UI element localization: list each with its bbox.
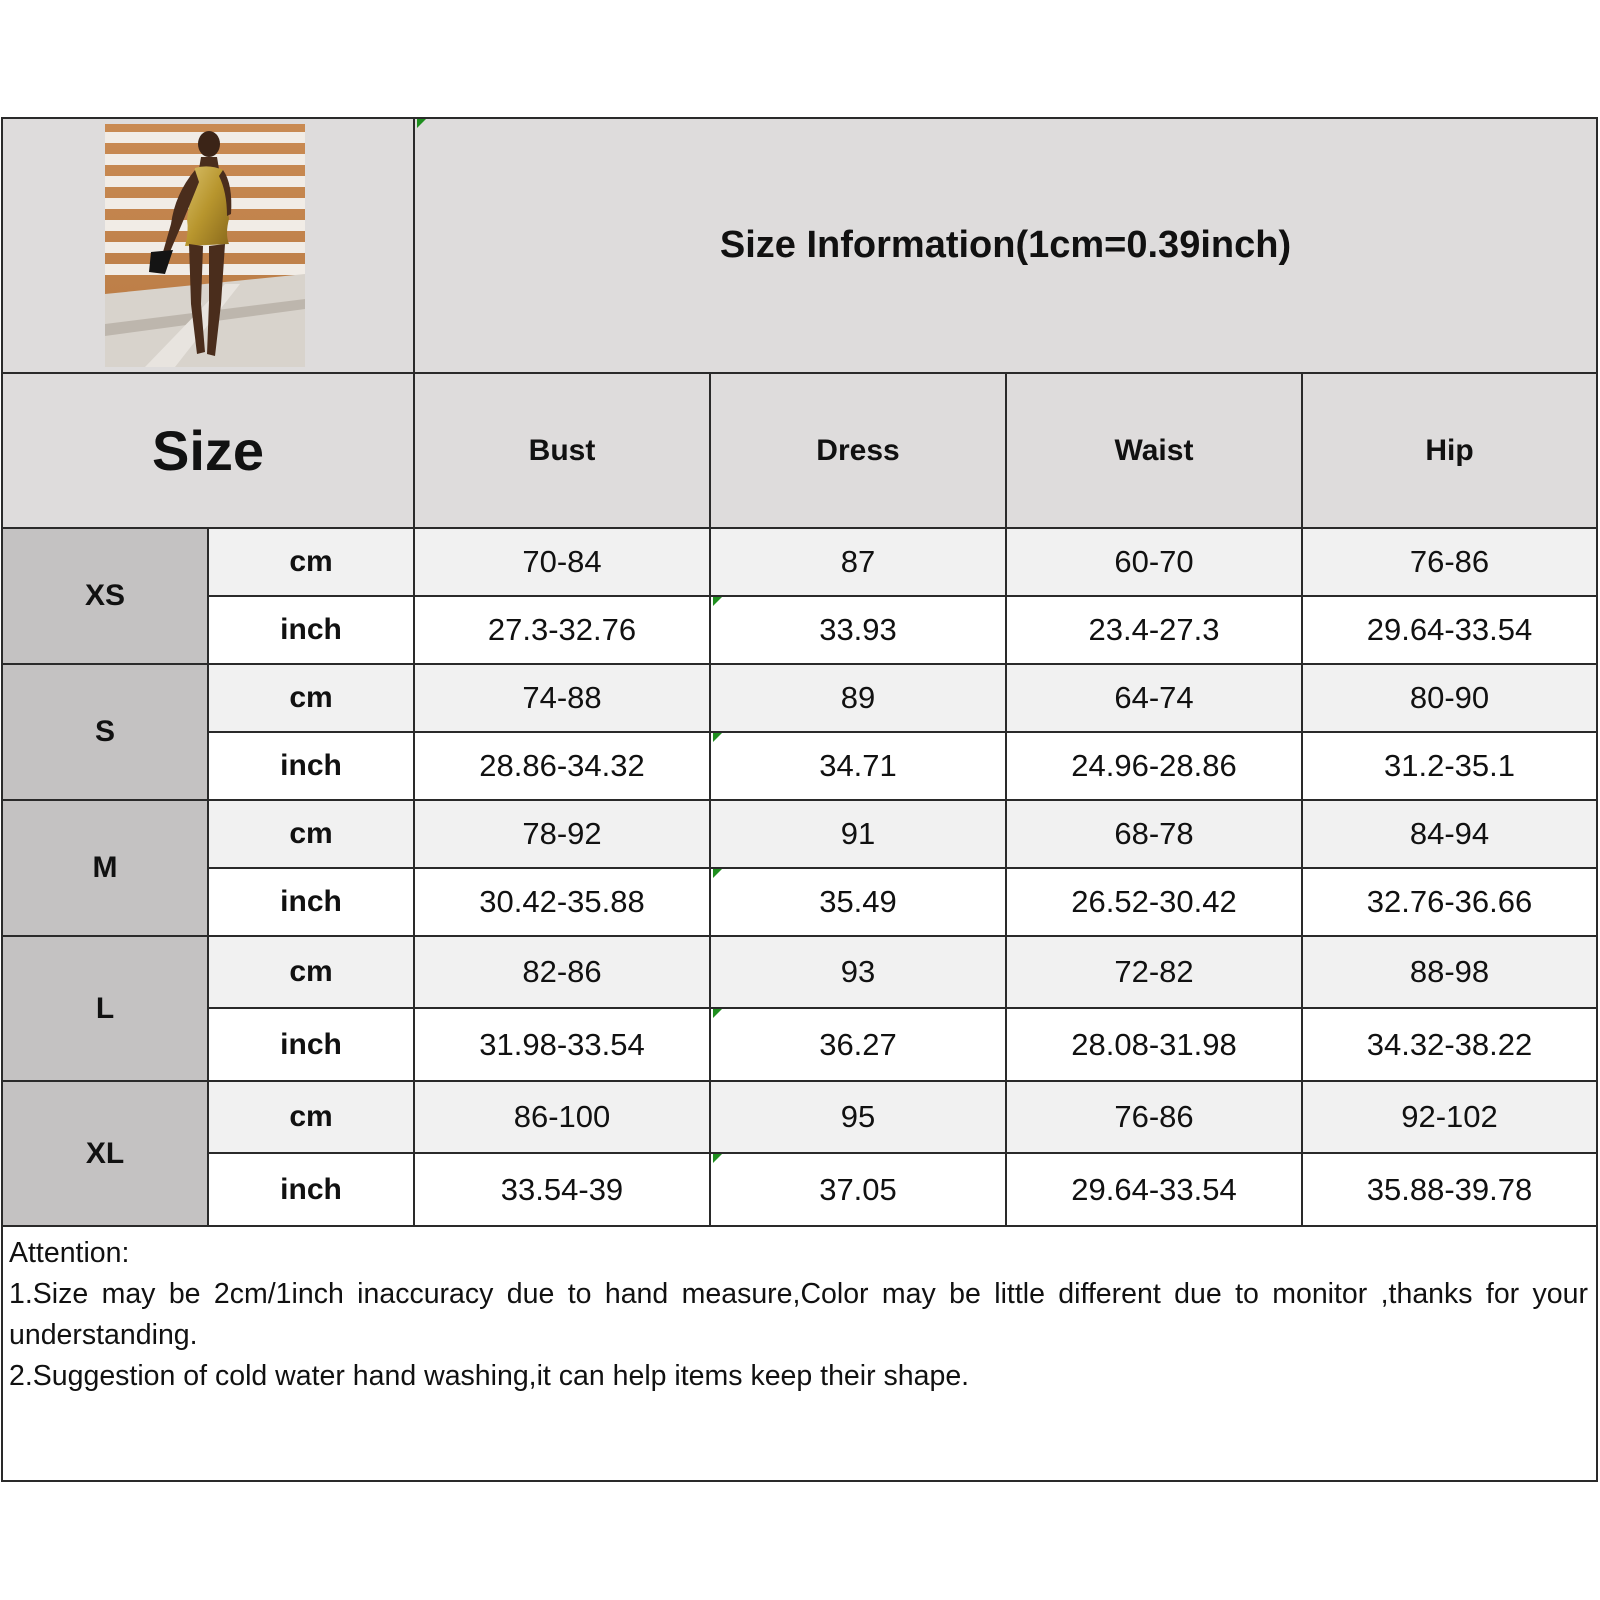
- size-header-cell: [3, 374, 415, 529]
- note-item: 1.Size may be 2cm/1inch inaccuracy due to hand measure,Color may be little different due to monitor ,thanks for your understanding.: [9, 1278, 1588, 1351]
- s-inch-bust: 28.86-34.32: [415, 733, 711, 801]
- s-cm-waist: 64-74: [1007, 665, 1303, 733]
- size-label-l: L: [3, 937, 209, 1082]
- notes-heading: Attention:: [9, 1237, 130, 1269]
- xl-inch-waist: 29.64-33.54: [1007, 1154, 1303, 1227]
- unit-label: inch: [209, 1009, 415, 1082]
- s-cm-dress: 89: [711, 665, 1007, 733]
- l-cm-bust: 82-86: [415, 937, 711, 1009]
- column-header-waist: Waist: [1007, 374, 1303, 529]
- m-inch-dress: 35.49: [711, 869, 1007, 937]
- cell-marker: [713, 1154, 722, 1163]
- unit-label: inch: [209, 597, 415, 665]
- cell-marker: [713, 597, 722, 606]
- s-inch-dress: 34.71: [711, 733, 1007, 801]
- unit-label: cm: [209, 1082, 415, 1154]
- l-cm-dress: 93: [711, 937, 1007, 1009]
- cell-marker: [713, 733, 722, 742]
- unit-label: cm: [209, 937, 415, 1009]
- l-cm-hip: 88-98: [1303, 937, 1596, 1009]
- page-title: Size Information(1cm=0.39inch): [719, 224, 1292, 266]
- l-cm-waist: 72-82: [1007, 937, 1303, 1009]
- size-header: Size: [151, 419, 265, 482]
- unit-label: cm: [209, 529, 415, 597]
- xs-inch-waist: 23.4-27.3: [1007, 597, 1303, 665]
- xl-cm-bust: 86-100: [415, 1082, 711, 1154]
- unit-label: inch: [209, 869, 415, 937]
- column-header-bust: Bust: [415, 374, 711, 529]
- note-item: 2.Suggestion of cold water hand washing,it can help items keep their shape.: [9, 1360, 970, 1392]
- size-label-xs: XS: [3, 529, 209, 665]
- l-inch-dress: 36.27: [711, 1009, 1007, 1082]
- cell-marker: [417, 119, 426, 128]
- unit-label: inch: [209, 1154, 415, 1227]
- xs-cm-dress: 87: [711, 529, 1007, 597]
- m-inch-waist: 26.52-30.42: [1007, 869, 1303, 937]
- cell-marker: [713, 869, 722, 878]
- m-cm-bust: 78-92: [415, 801, 711, 869]
- unit-label: inch: [209, 733, 415, 801]
- xs-inch-bust: 27.3-32.76: [415, 597, 711, 665]
- product-photo-cell: [3, 119, 415, 374]
- xl-cm-dress: 95: [711, 1082, 1007, 1154]
- l-inch-bust: 31.98-33.54: [415, 1009, 711, 1082]
- s-inch-hip: 31.2-35.1: [1303, 733, 1596, 801]
- xs-inch-hip: 29.64-33.54: [1303, 597, 1596, 665]
- s-cm-hip: 80-90: [1303, 665, 1596, 733]
- column-header-hip: Hip: [1303, 374, 1596, 529]
- unit-label: cm: [209, 801, 415, 869]
- xs-cm-hip: 76-86: [1303, 529, 1596, 597]
- product-photo: [105, 124, 305, 367]
- xs-inch-dress: 33.93: [711, 597, 1007, 665]
- s-inch-waist: 24.96-28.86: [1007, 733, 1303, 801]
- m-cm-dress: 91: [711, 801, 1007, 869]
- m-inch-bust: 30.42-35.88: [415, 869, 711, 937]
- xs-cm-bust: 70-84: [415, 529, 711, 597]
- size-label-s: S: [3, 665, 209, 801]
- cell-marker: [713, 1009, 722, 1018]
- size-label-xl: XL: [3, 1082, 209, 1227]
- s-cm-bust: 74-88: [415, 665, 711, 733]
- xl-inch-dress: 37.05: [711, 1154, 1007, 1227]
- xl-inch-bust: 33.54-39: [415, 1154, 711, 1227]
- attention-notes: [3, 1227, 1596, 1397]
- xl-cm-waist: 76-86: [1007, 1082, 1303, 1154]
- m-cm-hip: 84-94: [1303, 801, 1596, 869]
- m-cm-waist: 68-78: [1007, 801, 1303, 869]
- xl-inch-hip: 35.88-39.78: [1303, 1154, 1596, 1227]
- l-inch-waist: 28.08-31.98: [1007, 1009, 1303, 1082]
- size-chart: [1, 117, 1598, 1482]
- m-inch-hip: 32.76-36.66: [1303, 869, 1596, 937]
- size-label-m: M: [3, 801, 209, 937]
- xl-cm-hip: 92-102: [1303, 1082, 1596, 1154]
- xs-cm-waist: 60-70: [1007, 529, 1303, 597]
- column-header-dress: Dress: [711, 374, 1007, 529]
- l-inch-hip: 34.32-38.22: [1303, 1009, 1596, 1082]
- unit-label: cm: [209, 665, 415, 733]
- title-cell: [415, 119, 1596, 374]
